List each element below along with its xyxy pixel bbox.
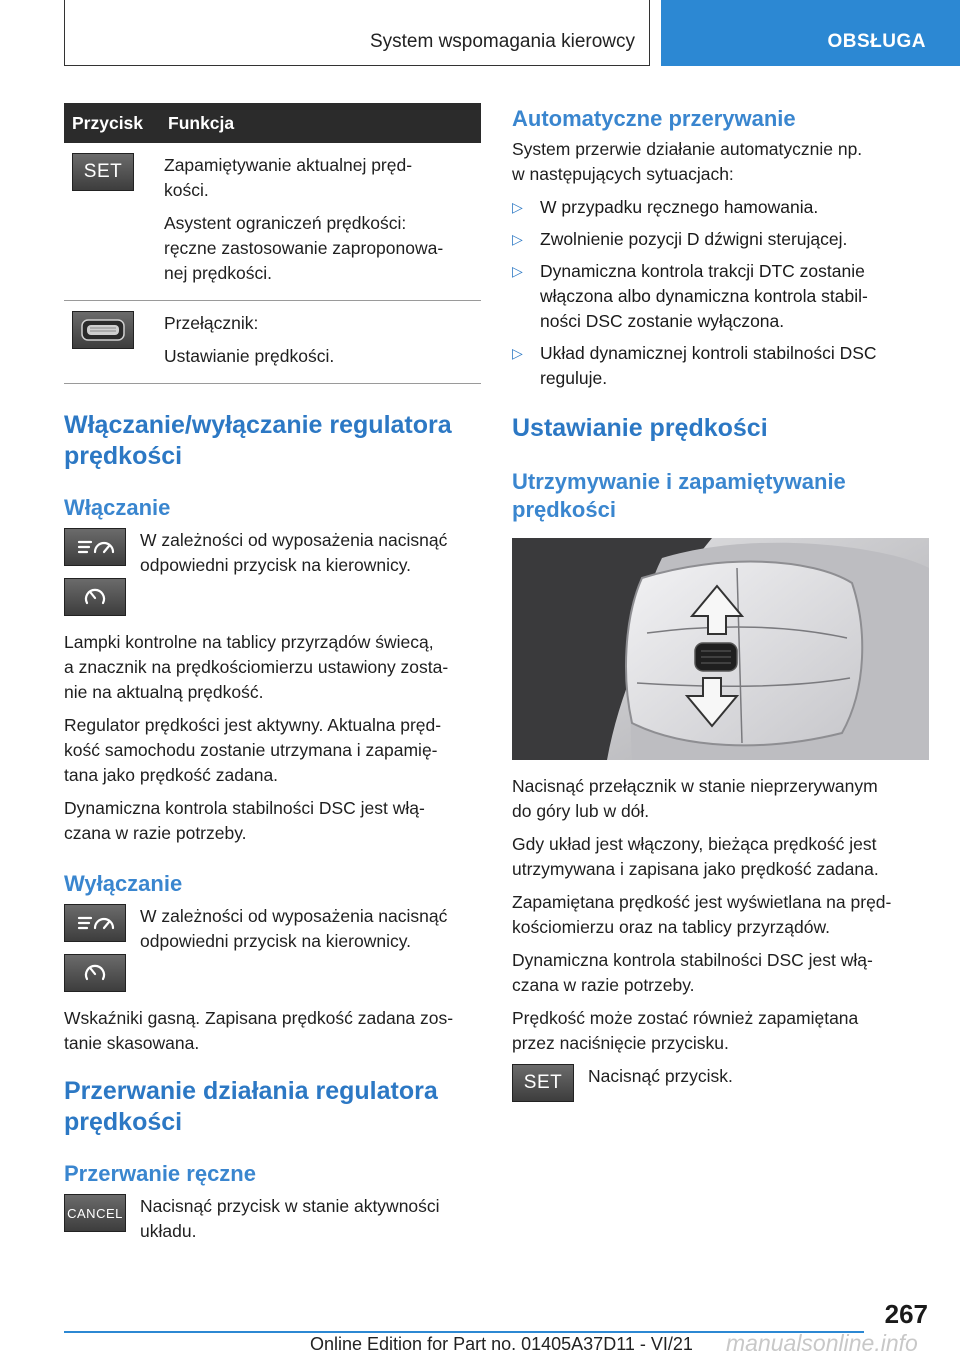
watermark: manualsonline.info [726,1330,918,1356]
left-column [64,103,481,1252]
list-item: ▷ Dynamiczna kontrola trakcji DTC zostanie włączona albo dynamiczna kontrola stabil- ności DSC zostanie wyłączona. [512,259,929,334]
chapter-tab[interactable] [661,0,960,66]
list-item: ▷ Zwolnienie pozycji D dźwigni sterującej. [512,227,929,252]
switch-off-text: W zależności od wyposażenia nacisnąć odpowiedni przycisk na kierownicy. [140,906,448,951]
paragraph: Gdy układ jest włączony, bieżąca prędkość jest utrzymywana i zapisana jako prędkość zadana. [512,834,879,879]
heading-interrupt: Przerwanie działania regulatora prędkości [64,1077,438,1136]
table-cell-text: Asystent ograniczeń prędkości: ręczne zastosowanie zaproponowa- nej prędkości. [164,213,444,283]
heading-auto-interrupt: Automatyczne przerywanie [512,106,796,131]
paragraph: Prędkość może zostać również zapamiętana przez naciśnięcie przycisku. [512,1008,859,1053]
rocker-switch-icon [72,311,134,349]
table-header-function: Funkcja [168,112,235,133]
auto-interrupt-list [512,195,929,391]
heading-switch-off: Wyłączanie [64,871,183,896]
paragraph: Lampki kontrolne na tablicy przyrządów świecą, a znacznik na prędkościomierzu ustawiony zosta- nie na aktualną prędkość. [64,632,449,702]
footer-edition: Online Edition for Part no. 01405A37D11 - VI/21 [310,1334,693,1354]
set-button-icon: SET [512,1064,574,1102]
heading-switch-on: Włączanie [64,495,171,520]
table-cell-text: Zapamiętywanie aktualnej pręd- kości. [164,155,413,200]
triangle-bullet-icon: ▷ [512,231,523,247]
switch-on-text: W zależności od wyposażenia nacisnąć odpowiedni przycisk na kierownicy. [140,530,448,575]
section-title: System wspomagania kierowcy [369,31,635,52]
header-section-box [64,0,650,66]
set-instruction-text: Nacisnąć przycisk. [588,1066,733,1086]
cruise-control-icon [64,904,126,942]
steering-wheel-switch-photo [512,538,929,760]
table-header-row [64,103,481,143]
triangle-bullet-icon: ▷ [512,345,523,361]
switch-on-instruction [64,528,481,616]
triangle-bullet-icon: ▷ [512,199,523,215]
manual-interrupt-text: Nacisnąć przycisk w stanie aktywności układu. [140,1196,440,1241]
table-header-button: Przycisk [72,112,144,133]
triangle-bullet-icon: ▷ [512,263,523,279]
table-cell-text: Przełącznik: [164,313,259,333]
table-cell-text: Ustawianie prędkości. [164,346,335,366]
table-row [64,301,481,384]
list-item: ▷ W przypadku ręcznego hamowania. [512,195,929,220]
button-function-table [64,103,481,384]
list-item: ▷ Układ dynamicznej kontroli stabilności DSC reguluje. [512,341,929,391]
speed-limiter-icon [64,578,126,616]
page-number: 267 [884,1299,928,1329]
heading-set-speed: Ustawianie prędkości [512,414,768,442]
heading-on-off: Włączanie/wyłączanie regulatora prędkości [64,411,452,470]
paragraph: Dynamiczna kontrola stabilności DSC jest włą- czana w razie potrzeby. [64,798,425,843]
paragraph: Zapamiętana prędkość jest wyświetlana na pręd- kościomierzu oraz na tablicy przyrządów. [512,892,892,937]
cruise-control-icon [64,528,126,566]
switch-off-instruction [64,904,481,992]
paragraph: System przerwie działanie automatycznie np. w następujących sytuacjach: [512,139,863,184]
table-row [64,143,481,301]
speed-limiter-icon [64,954,126,992]
chapter-tab-label: OBSŁUGA [827,31,926,52]
manual-interrupt-instruction [64,1194,481,1252]
paragraph: Wskaźniki gasną. Zapisana prędkość zadana zos- tanie skasowana. [64,1008,454,1053]
heading-keep-speed: Utrzymywanie i zapamiętywanie prędkości [512,469,846,522]
paragraph: Regulator prędkości jest aktywny. Aktualna pręd- kość samochodu zostanie utrzymana i zapamię- tana jako prędkość zadana. [64,715,442,785]
set-button-icon: SET [72,153,134,191]
paragraph: Nacisnąć przełącznik w stanie nieprzerywanym do góry lub w dół. [512,776,878,821]
heading-manual-interrupt: Przerwanie ręczne [64,1161,256,1186]
right-column [512,103,929,1102]
paragraph: Dynamiczna kontrola stabilności DSC jest włą- czana w razie potrzeby. [512,950,873,995]
cancel-button-icon: CANCEL [64,1194,126,1232]
set-instruction [512,1064,929,1102]
